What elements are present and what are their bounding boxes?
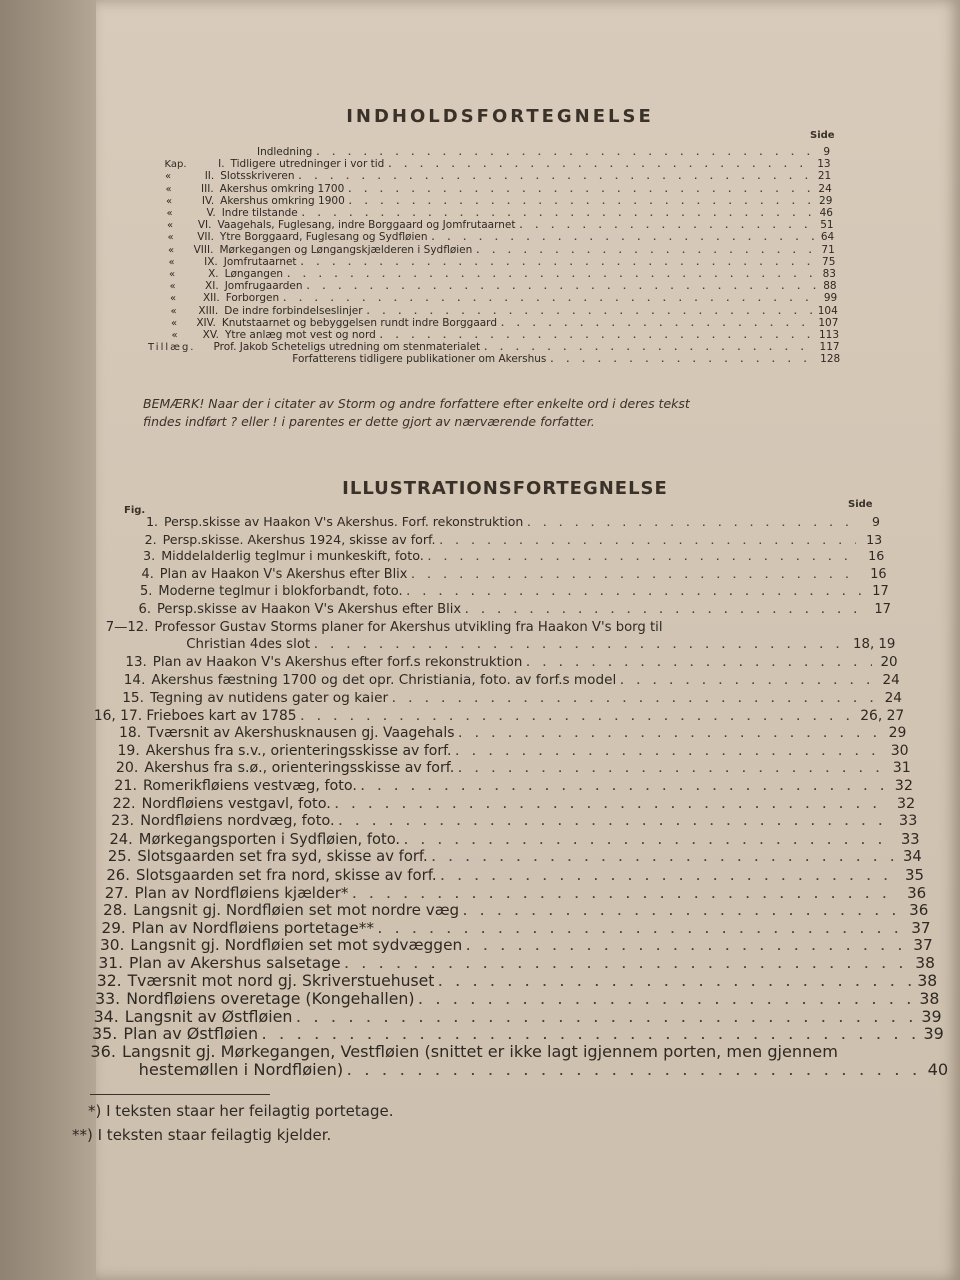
figure-page-number: 30 [890, 742, 909, 759]
illustrations-title: ILLUSTRATIONSFORTEGNELSE [342, 478, 668, 499]
toc-page-number: 21 [817, 170, 832, 183]
leader-dots [299, 172, 814, 181]
figure-page-number: 20 [880, 654, 898, 670]
figure-caption: Akershus fæstning 1700 og det opr. Christiania, foto. av forf.s model [151, 672, 617, 689]
figure-caption: Persp.skisse av Haakon V's Akershus. Forf. rekonstruktion [164, 514, 524, 529]
figure-caption: Akershus fra s.ø., orienteringsskisse av forf. [144, 760, 455, 777]
figure-caption: hestemøllen i Nordfløien) [138, 1059, 344, 1079]
figure-caption: Professor Gustav Storms planer for Akershus utvikling fra Haakon V's borg til [154, 619, 663, 635]
toc-chapter-prefix: « [166, 195, 173, 207]
figure-number: 29. [101, 918, 126, 937]
toc-entry-title: Indre tilstande [221, 207, 298, 219]
leader-dots [432, 853, 896, 864]
toc-entry [170, 280, 837, 292]
toc-side-header: Side [810, 130, 835, 141]
figure-page-number: 17 [872, 584, 889, 600]
figure-number: 16, 17. [93, 707, 143, 724]
toc-chapter-number: IX. [204, 255, 218, 268]
figure-number: 35. [91, 1024, 118, 1044]
figure-page-number: 24 [882, 672, 900, 689]
figure-caption: Persp.skisse. Akershus 1924, skisse av forf. [162, 531, 436, 547]
figure-page-number: 38 [917, 971, 938, 990]
toc-entry [173, 353, 841, 365]
figure-caption: Nordfløiens overetage (Kongehallen) [126, 989, 415, 1009]
leader-dots [465, 606, 865, 616]
leader-dots [378, 925, 905, 936]
leader-dots [519, 221, 816, 230]
leader-dots [440, 536, 857, 546]
toc-entry [172, 329, 840, 341]
toc-chapter-prefix: « [167, 232, 174, 244]
figure-caption: Nordfløiens nordvæg, foto. [140, 813, 335, 830]
toc-entry-title: Tidligere utredninger i vor tid [230, 158, 385, 171]
figure-page-number: 26, 27 [860, 707, 905, 724]
toc-entry [166, 183, 832, 195]
leader-dots [367, 307, 814, 316]
toc-entry-title: Ytre Borggaard, Fuglesang og Sydfløien [219, 231, 428, 244]
leader-dots [411, 570, 860, 580]
figure-page-number: 37 [913, 936, 933, 955]
toc-page-number: 107 [818, 316, 839, 329]
toc-page-number: 71 [821, 243, 835, 256]
leader-dots [302, 209, 816, 218]
toc-chapter-prefix: « [170, 293, 177, 305]
toc-page-number: 88 [823, 280, 837, 293]
figure-page-number: 16 [868, 549, 885, 565]
figure-caption: Akershus fra s.v., orienteringsskisse av forf. [145, 742, 452, 759]
figure-page-number: 9 [872, 514, 880, 529]
footnote-2: **) I teksten staar feilagtig kjelder. [72, 1126, 332, 1144]
figure-number: 7—12. [105, 619, 149, 635]
toc-chapter-prefix: « [168, 244, 175, 256]
toc-chapter-prefix: « [171, 317, 178, 329]
toc-entry [166, 195, 832, 207]
figure-page-number: 24 [884, 690, 902, 706]
leader-dots [428, 552, 859, 562]
figure-page-number: 34 [903, 848, 922, 866]
toc-chapter-number: VI. [197, 219, 212, 232]
toc-entry [165, 170, 831, 182]
leader-dots [458, 730, 880, 740]
footnote-1: *) I teksten staar her feilagtig portetage. [88, 1102, 394, 1120]
toc-page-number: 104 [817, 304, 838, 317]
figure-page-number: 38 [919, 989, 940, 1009]
figure-page-number: 33 [900, 830, 920, 848]
leader-dots [466, 942, 907, 953]
toc-chapter-prefix: « [168, 256, 175, 268]
toc-entry [167, 207, 834, 219]
figure-caption: Plan av Akershus salsetage [129, 954, 341, 972]
figure-number: 30. [99, 936, 125, 955]
figure-number: 32. [96, 971, 122, 990]
leader-dots [316, 148, 819, 157]
toc-page-number: 99 [823, 292, 838, 305]
toc-entry-title: Mørkegangen og Løngangskjælderen i Sydfløien [219, 243, 473, 256]
figure-number: 20. [115, 760, 139, 777]
toc-chapter-number: XV. [202, 329, 219, 341]
leader-dots [361, 782, 887, 793]
toc-chapter-number: I. [218, 158, 225, 171]
fig-header: Fig. [124, 505, 146, 516]
toc-chapter-number: XIV. [196, 316, 216, 329]
toc-entry-title: Jomfrutaarnet [223, 255, 297, 268]
toc-entry-title: Slotsskriveren [220, 170, 295, 183]
leader-dots [550, 355, 816, 364]
figure-page-number: 31 [892, 760, 911, 777]
leader-dots [348, 185, 814, 194]
figure-number: 22. [112, 795, 136, 812]
figure-page-number: 18, 19 [852, 637, 896, 653]
leader-dots [458, 764, 885, 775]
toc-entry [170, 292, 837, 304]
leader-dots [527, 518, 854, 528]
figure-caption: Plan av Nordfløiens kjælder* [134, 883, 349, 902]
toc-chapter-number: X. [208, 268, 219, 280]
toc-chapter-number: V. [206, 207, 216, 219]
figure-caption: Plan av Haakon V's Akershus efter Blix [159, 566, 408, 582]
leader-dots [404, 836, 894, 847]
toc-chapter-prefix: « [171, 330, 178, 341]
toc-page-number: 46 [819, 207, 833, 219]
figure-caption: Tegning av nutidens gater og kaier [150, 690, 389, 706]
illustration-entry [72, 1060, 948, 1080]
toc-entry [168, 231, 835, 243]
figure-number: 4. [141, 566, 154, 582]
figure-page-number: 29 [888, 725, 907, 742]
toc-entry-title: Ytre anlæg mot vest og nord [225, 329, 376, 341]
figure-page-number: 39 [923, 1024, 944, 1044]
leader-dots [296, 1013, 915, 1025]
toc-page-number: 83 [822, 268, 836, 280]
figure-number: 23. [111, 813, 135, 830]
toc-chapter-prefix: « [165, 183, 172, 195]
figure-caption: Christian 4des slot [186, 637, 311, 653]
figure-page-number: 36 [907, 883, 927, 902]
figure-caption: Middelalderlig teglmur i munkeskift, foto. [161, 549, 424, 565]
figure-caption: Tværsnit av Akershusknausen gj. Vaagehals [147, 725, 455, 742]
figure-caption: Nordfløiens vestgavl, foto. [141, 795, 331, 812]
figure-caption: Langsnit gj. Nordfløien set mot sydvæggen [130, 936, 463, 955]
toc-page-number: 117 [819, 341, 840, 354]
toc-entry [171, 305, 838, 317]
leader-dots [335, 800, 889, 811]
toc-chapter-prefix: « [170, 305, 177, 317]
toc-entry-title: Indledning [256, 146, 313, 158]
figure-number: 19. [117, 742, 140, 759]
figure-page-number: 33 [898, 813, 918, 830]
leader-dots [432, 233, 817, 242]
toc-chapter-prefix: Tillæg. [148, 342, 196, 354]
toc-page-number: 13 [817, 158, 831, 171]
toc-entry [165, 158, 831, 170]
toc-entry [169, 268, 836, 280]
figure-caption: Slotsgaarden set fra syd, skisse av forf. [137, 848, 428, 866]
toc-entry [169, 256, 836, 268]
figure-caption: Mørkegangsporten i Sydfløien, foto. [138, 830, 401, 848]
leader-dots [301, 258, 818, 267]
figure-page-number: 35 [905, 866, 924, 884]
toc-entry [164, 146, 830, 158]
toc-chapter-number: IV. [201, 194, 215, 207]
figure-page-number: 39 [921, 1006, 942, 1026]
figure-page-number: 37 [911, 918, 931, 937]
toc-chapter-number: III. [201, 182, 214, 195]
figure-number: 36. [90, 1042, 116, 1061]
toc-entry [148, 341, 840, 354]
toc-page-number: 113 [818, 329, 839, 341]
toc-entry-title: Forborgen [225, 292, 280, 305]
toc-chapter-prefix: « [165, 171, 172, 183]
leader-dots [380, 331, 815, 340]
toc-chapter-number: VII. [197, 231, 214, 244]
leader-dots [388, 160, 813, 169]
note-line-1: BEMÆRK! Naar der i citater av Storm og andre forfattere efter enkelte ord i deres tekst [143, 396, 690, 411]
toc-entry [171, 317, 838, 329]
leader-dots [419, 996, 914, 1007]
figure-caption: Moderne teglmur i blokforbandt, foto. [158, 584, 403, 600]
toc-chapter-prefix: « [167, 220, 174, 232]
figure-number: 5. [140, 584, 153, 600]
leader-dots [352, 890, 900, 901]
figure-number: 14. [123, 672, 146, 689]
figure-caption: Slotsgaarden set fra nord, skisse av forf. [136, 866, 437, 884]
toc-page-number: 75 [822, 255, 836, 268]
toc-chapter-number: II. [204, 170, 215, 183]
figure-page-number: 16 [870, 566, 887, 582]
toc-page-number: 24 [818, 182, 832, 195]
leader-dots [347, 1066, 922, 1078]
leader-dots [307, 282, 820, 291]
figure-number: 18. [119, 725, 142, 742]
figure-caption: Tværsnit mot nord gj. Skriverstuehuset [127, 971, 435, 990]
figure-caption: Persp.skisse av Haakon V's Akershus efter Blix [157, 602, 462, 617]
figure-number: 27. [104, 883, 129, 902]
leader-dots [283, 294, 820, 303]
toc-chapter-prefix: Kap. [164, 159, 187, 171]
leader-dots [407, 587, 863, 597]
footnote-rule [90, 1094, 270, 1095]
leader-dots [301, 713, 857, 723]
figure-number: 26. [106, 866, 130, 884]
toc-entry-title: Knutstaarnet og bebyggelsen rundt indre Borggaard [221, 316, 497, 329]
leader-dots [620, 677, 874, 687]
figure-page-number: 13 [866, 531, 883, 547]
figure-page-number: 40 [927, 1059, 949, 1079]
figure-number: 2. [144, 531, 157, 547]
figure-number: 24. [109, 830, 133, 848]
toc-page-number: 9 [823, 146, 830, 158]
toc-entry-title: Vaagehals, Fuglesang, indre Borggaard og Jomfrutaarnet [217, 219, 516, 232]
toc-chapter-number: XIII. [198, 304, 219, 317]
toc-entry-title: Jomfrugaarden [224, 280, 303, 293]
figure-number: 21. [114, 778, 137, 794]
figure-number: 31. [98, 954, 123, 972]
toc-entry [168, 244, 835, 256]
toc-entry-title: Løngangen [224, 268, 284, 280]
figure-caption: Plan av Nordfløiens portetage** [131, 918, 375, 937]
figure-page-number: 32 [896, 795, 916, 812]
leader-dots [476, 246, 817, 255]
leader-dots [501, 319, 814, 328]
toc-chapter-prefix: « [169, 281, 176, 293]
toc-entry-title: Forfatterens tidligere publikationer om Akershus [292, 353, 547, 366]
note-line-2: findes indført ? eller ! i parentes er dette gjort av nærværende forfatter. [143, 414, 595, 429]
figure-caption: Romerikfløiens vestvæg, foto. [143, 778, 357, 794]
figure-caption: Plan av Haakon V's Akershus efter forf.s rekonstruktion [152, 654, 523, 670]
ill-side-header: Side [848, 499, 873, 510]
toc-entry-title: De indre forbindelseslinjer [224, 304, 363, 317]
leader-dots [484, 343, 815, 352]
figure-number: 13. [125, 654, 147, 670]
figure-caption: Langsnit av Østfløien [124, 1006, 293, 1026]
figure-number: 33. [95, 989, 121, 1009]
toc-page-number: 51 [820, 219, 834, 232]
leader-dots [345, 960, 909, 971]
figure-page-number: 36 [909, 901, 929, 920]
figure-number: 15. [122, 690, 144, 706]
leader-dots [438, 978, 911, 989]
figure-number: 34. [93, 1006, 119, 1026]
figure-caption: Langsnit gj. Nordfløien set mot nordre væg [133, 901, 460, 920]
figure-page-number: 38 [915, 954, 935, 972]
toc-title: INDHOLDSFORTEGNELSE [346, 106, 654, 127]
leader-dots [262, 1030, 918, 1042]
figure-caption: Plan av Østfløien [123, 1024, 259, 1044]
figure-page-number: 32 [894, 778, 913, 794]
toc-chapter-number: VIII. [193, 243, 214, 256]
figure-number: 3. [143, 549, 156, 565]
toc-chapter-number: XI. [205, 280, 219, 293]
toc-entry-title: Prof. Jakob Scheteligs utredning om stenmaterialet [213, 341, 481, 354]
toc-page-number: 128 [820, 353, 841, 366]
leader-dots [441, 872, 898, 883]
leader-dots [526, 659, 871, 669]
leader-dots [392, 695, 876, 705]
leader-dots [287, 270, 819, 279]
figure-number: 6. [138, 602, 151, 617]
toc-entry-title: Akershus omkring 1900 [220, 194, 345, 207]
toc-chapter-prefix: « [169, 269, 176, 280]
toc-page-number: 29 [819, 194, 833, 207]
toc-entry [167, 219, 834, 231]
figure-number: 25. [107, 848, 132, 866]
toc-chapter-number: XII. [202, 292, 220, 305]
toc-entry-title: Akershus omkring 1700 [219, 182, 345, 195]
toc-page-number: 64 [820, 231, 835, 244]
leader-dots [314, 641, 849, 651]
figure-caption: Frieboes kart av 1785 [146, 707, 297, 724]
figure-page-number: 17 [874, 602, 891, 617]
leader-dots [456, 748, 883, 758]
figure-caption: Langsnit gj. Mørkegangen, Vestfløien (snittet er ikke lagt igjennem porten, men gjennem [122, 1042, 838, 1061]
leader-dots [463, 907, 902, 918]
leader-dots [349, 197, 815, 206]
leader-dots [339, 817, 892, 828]
figure-number: 28. [103, 901, 128, 920]
toc-chapter-prefix: « [166, 208, 173, 219]
figure-number: 1. [146, 514, 158, 529]
